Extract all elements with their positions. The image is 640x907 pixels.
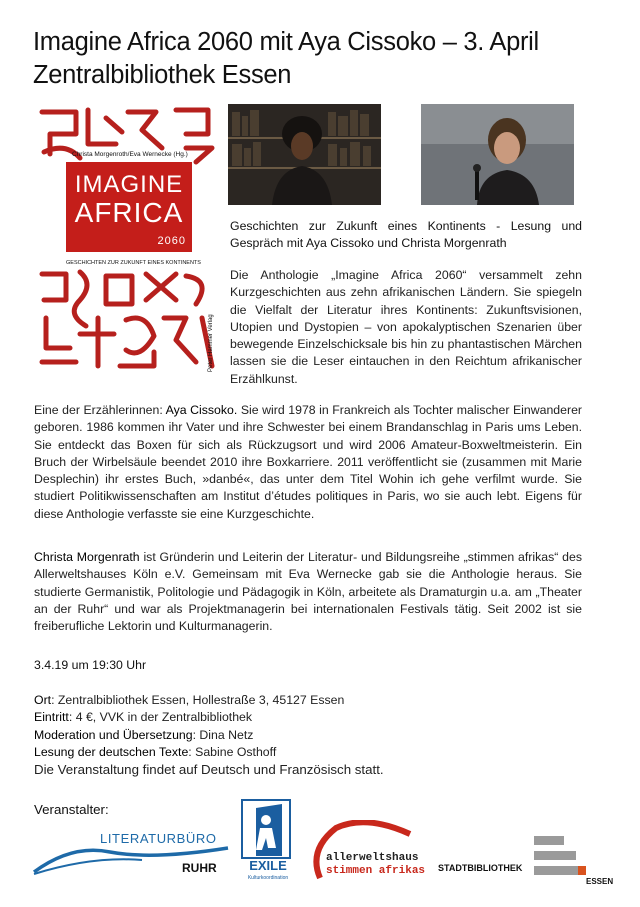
aya-lead: Eine der Erzählerinnen:: [34, 403, 166, 417]
christa-bio: ist Gründerin und Leiterin der Literatur- und Bildungsreihe „stimmen afrikas“ des Allerweltshauses Köln e.V. Gemeinsam mit Eva Wernecke gab sie die Anthologie heraus. Sie studierte Germanistik, Politologie und Pädagogik in Köln, arbeitete als Dramaturgin u.a. am „Theater an der Ruhr“ und war als Projektmanagerin bei internationalen Festivals tätig. Seit 2002 ist sie freiberufliche Lektorin und Kulturmanagerin.: [34, 550, 582, 634]
svg-text:allerweltshaus: allerweltshaus: [326, 852, 419, 864]
christa-name: Christa Morgenrath: [34, 550, 140, 564]
info-ort: Ort: Zentralbibliothek Essen, Hollestraße 3, 45127 Essen: [34, 693, 345, 707]
photo-christa-morgenrath: [421, 104, 574, 205]
info-lesung: Lesung der deutschen Texte: Sabine Osthoff: [34, 744, 277, 759]
organizers-label: Veranstalter:: [34, 802, 109, 817]
svg-text:EXILE: EXILE: [249, 858, 287, 873]
book-title-line1: IMAGINE: [74, 171, 184, 198]
anthology-description: Die Anthologie „Imagine Africa 2060“ versammelt zehn Kurzgeschichten aus zehn afrikanischen Ländern. Sie spiegeln die Vielfalt der Literatur ihres Kontinents: Zukunftsvisionen, Utopien und Dystopien – von apokalyptischen Szenarien über bewegende Einzelschicksale bis hin zu phantastischen Märchen lassen sie die Leser eintauchen in den Reichtum afrikanischer Erzählkunst.: [230, 268, 582, 386]
aya-paragraph: [34, 402, 582, 523]
svg-text:LITERATURBÜRO: LITERATURBÜRO: [100, 831, 217, 846]
exile-logo: [238, 798, 298, 882]
title-line-1: Imagine Africa 2060 mit Aya Cissoko – 3. April: [33, 28, 539, 56]
book-publisher: Peter Hammer Verlag: [208, 314, 214, 372]
book-subtitle: GESCHICHTEN ZUR ZUKUNFT EINES KONTINENTS: [66, 260, 201, 266]
event-subtitle: Geschichten zur Zukunft eines Kontinents - Lesung und Gespräch mit Aya Cissoko und Christa Morgenrath: [230, 219, 582, 251]
info-moderation: Moderation und Übersetzung: Dina Netz: [34, 727, 254, 742]
title-line-2: Zentralbibliothek Essen: [33, 61, 292, 89]
info-eintritt: Eintritt: 4 €, VVK in der Zentralbibliothek: [34, 710, 253, 725]
svg-text:ESSEN: ESSEN: [586, 877, 614, 886]
christa-paragraph: [34, 549, 582, 635]
photo-aya-cissoko: [228, 104, 381, 205]
aya-name: Aya Cissoko.: [165, 403, 238, 417]
allerweltshaus-logo: [306, 820, 430, 882]
event-info: [34, 692, 384, 778]
page-title: [33, 26, 623, 92]
book-title-line2: AFRICA: [74, 197, 184, 228]
event-datetime: 3.4.19 um 19:30 Uhr: [34, 658, 147, 672]
aya-bio: Sie wird 1978 in Frankreich als Tochter malischer Einwanderer geboren. 1986 kommen ihr Vater und ihre Schwester bei einem Brandanschlag in Paris ums Leben. Sie entdeckt das Boxen für sich als Rückzugsort und wird 2006 Amateur-Boxweltmeisterin. Ein Bruch der Wirbelsäule beendet 2010 ihre Boxkarriere. 2011 veröffentlicht sie (zusammen mit Marie Desplechin) ihr erstes Buch, »danbé«, das unter dem Titel Wohin ich gehe verfilmt wurde. Sie studiert Politikwissenschaften am Institut d’études politiques in Paris, wo sie auch lebt. Eigens für diese Anthologie verfasste sie eine Kurzgeschichte.: [34, 403, 583, 521]
literaturbuero-ruhr-logo: [32, 822, 232, 878]
info-language-note: Die Veranstaltung findet auf Deutsch und Französisch statt.: [34, 762, 384, 778]
book-year: 2060: [157, 235, 186, 247]
svg-text:STADTBIBLIOTHEK: STADTBIBLIOTHEK: [438, 863, 523, 873]
book-cover: [36, 104, 218, 376]
svg-text:Kulturkoordination: Kulturkoordination: [247, 875, 289, 881]
svg-text:stimmen afrikas: stimmen afrikas: [326, 865, 426, 877]
book-editors: Christa Morgenroth/Eva Wernecke (Hg.): [72, 151, 188, 158]
stadtbibliothek-essen-logo: [436, 832, 622, 888]
svg-text:RUHR: RUHR: [182, 861, 217, 875]
